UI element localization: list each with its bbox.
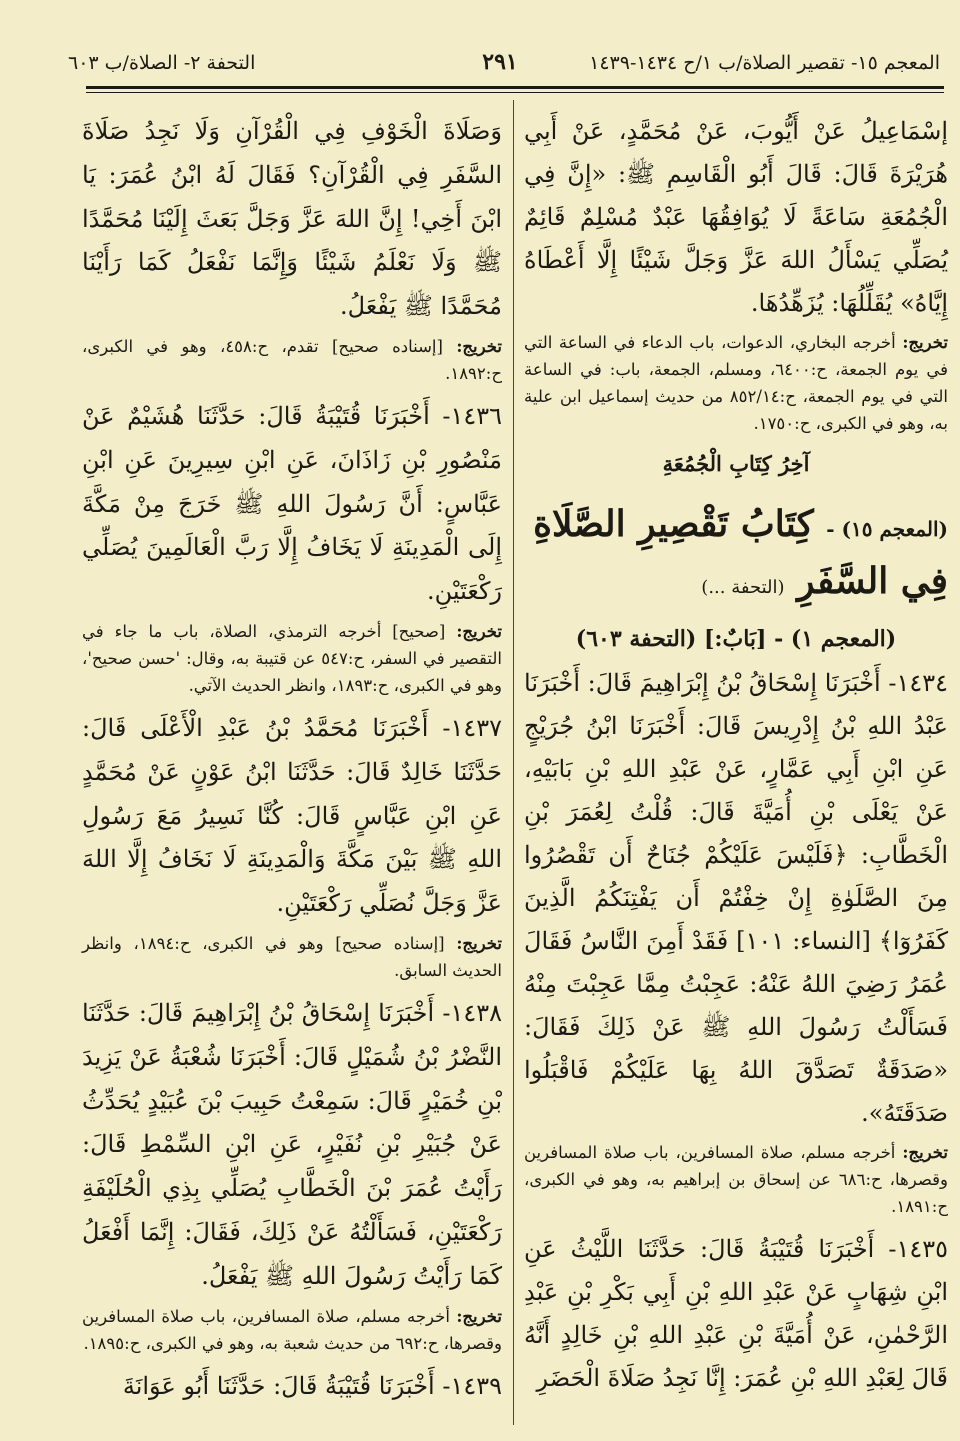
- takhrij-label: تخريج:: [456, 1306, 502, 1326]
- hadith-text: ١٤٣٤- أَخْبَرَنَا إِسْحَاقُ بْنُ إِبْرَاهِيمَ قَالَ: أَخْبَرَنَا عَبْدُ اللهِ بْنُ إِدْرِيسَ قَالَ: أَخْبَرَنَا ابْنُ جُرَيْجٍ عَنِ ابْنِ أَبِي عَمَّارٍ، عَنْ عَبْدِ اللهِ بْنِ بَابَيْهِ، عَنْ يَعْلَى بْنِ أُمَيَّةَ قَالَ: قُلْتُ لِعُمَرَ بْنِ الْخَطَّابِ: ﴿فَلَيْسَ عَلَيْكُمْ جُنَاحٌ أَن تَقْصُرُوا مِنَ الصَّلَوٰةِ إِنْ خِفْتُمْ أَن يَفْتِنَكُمُ الَّذِينَ كَفَرُوٓا﴾ [النساء: ١٠١] فَقَدْ أَمِنَ النَّاسُ فَقَالَ عُمَرُ رَضِيَ اللهُ عَنْهُ: عَجِبْتُ مِمَّا عَجِبْتَ مِنْهُ فَسَأَلْتُ رَسُولَ اللهِ ﷺ عَنْ ذَلِكَ فَقَالَ: «صَدَقَةٌ تَصَدَّقَ اللهُ بِهَا عَلَيْكُمْ فَاقْبَلُوا صَدَقَتَهُ».: [524, 669, 948, 1127]
- book-title-prefix: (المعجم ١٥) -: [826, 517, 948, 541]
- takhrij-text: أخرجه البخاري، الدعوات، باب الدعاء في الساعة التي في يوم الجمعة، ح:٦٤٠٠، ومسلم، الجمعة، باب: في الساعة التي في يوم الجمعة، ح:٨٥٢/١٤ من حديث إسماعيل ابن علية به، وهو في الكبرى، ح:١٧٥٠.: [524, 333, 948, 433]
- hadith-text: إسْمَاعِيلُ عَنْ أَيُّوبَ، عَنْ مُحَمَّدٍ، عَنْ أَبِي هُرَيْرَةَ قَالَ: قَالَ أَبُو الْقَاسِمِ ﷺ: «إِنَّ فِي الْجُمُعَةِ سَاعَةً لَا يُوَافِقُهَا عَبْدٌ مُسْلِمٌ قَائِمٌ يُصَلِّي يَسْأَلُ اللهَ عَزَّ وَجَلَّ شَيْئًا إِلَّا أَعْطَاهُ إِيَّاهُ» يُقَلِّلُهَا: يُزَهِّدُهَا.: [524, 117, 948, 317]
- right-column: [524, 110, 948, 1404]
- takhrij-note: [82, 333, 502, 387]
- takhrij-label: تخريج:: [456, 621, 502, 641]
- takhrij-text: [إسناده صحيح] تقدم، ح:٤٥٨، وهو في الكبرى، ح:١٨٩٢.: [82, 336, 502, 383]
- book-title: [524, 498, 948, 614]
- book-title-suffix: (التحفة ...): [701, 577, 785, 598]
- takhrij-note: [82, 1303, 502, 1357]
- hadith-text: ١٤٣٧- أَخْبَرَنَا مُحَمَّدُ بْنُ عَبْدِ الْأَعْلَى قَالَ: حَدَّثَنَا خَالِدٌ قَالَ: حَدَّثَنَا ابْنُ عَوْنٍ عَنْ مُحَمَّدٍ عَنِ ابْنِ عَبَّاسٍ قَالَ: كُنَّا نَسِيرُ مَعَ رَسُولِ اللهِ ﷺ بَيْنَ مَكَّةَ وَالْمَدِينَةِ لَا نَخَافُ إِلَّا اللهَ عَزَّ وَجَلَّ نُصَلِّي رَكْعَتَيْنِ.: [82, 713, 502, 918]
- running-header-right: المعجم ١٥- تقصير الصلاة/ب ١/ح ١٤٣٤-١٤٣٩: [589, 52, 940, 74]
- hadith-text: ١٤٣٩- أَخْبَرَنَا قُتَيْبَةُ قَالَ: حَدَّثَنَا أَبُو عَوَانَةَ: [122, 1371, 502, 1400]
- hadith-text: وَصَلَاةَ الْخَوْفِ فِي الْقُرْآنِ وَلَا نَجِدُ صَلَاةَ السَّفَرِ فِي الْقُرْآنِ؟ فَقَالَ لَهُ ابْنُ عُمَرَ: يَا ابْنَ أَخِي! إِنَّ اللهَ عَزَّ وَجَلَّ بَعَثَ إِلَيْنَا مُحَمَّدًا ﷺ وَلَا نَعْلَمُ شَيْئًا وَإِنَّمَا نَفْعَلُ كَمَا رَأَيْنَا مُحَمَّدًا ﷺ يَفْعَلُ.: [82, 117, 502, 321]
- takhrij-label: تخريج:: [902, 1143, 949, 1162]
- book-title-text: كِتَابُ تَقْصِيرِ الصَّلَاةِ فِي السَّفَرِ: [533, 503, 948, 602]
- chapter-heading: (المعجم ١) - [بَابٌ:] (التحفة ٦٠٣): [575, 626, 897, 652]
- takhrij-note: [82, 930, 502, 984]
- takhrij-note: [524, 1139, 948, 1220]
- section-end-title: آخِرُ كِتَابِ الْجُمُعَةِ: [662, 451, 810, 476]
- takhrij-label: تخريج:: [456, 336, 502, 356]
- header-rule-thick: [86, 86, 944, 89]
- hadith-text: ١٤٣٦- أَخْبَرَنَا قُتَيْبَةُ قَالَ: حَدَّثَنَا هُشَيْمٌ عَنْ مَنْصُورِ بْنِ زَاذَانَ، عَنِ ابْنِ سِيرِينَ عَنِ ابْنِ عَبَّاسٍ: أَنَّ رَسُولَ اللهِ ﷺ خَرَجَ مِنْ مَكَّةَ إِلَى الْمَدِينَةِ لَا يَخَافُ إِلَّا رَبَّ الْعَالَمِينَ يُصَلِّي رَكْعَتَيْنِ.: [82, 401, 502, 606]
- takhrij-note: [82, 618, 502, 699]
- hadith-text: ١٤٣٨- أَخْبَرَنَا إِسْحَاقُ بْنُ إِبْرَاهِيمَ قَالَ: حَدَّثَنَا النَّضْرُ بْنُ شُمَيْلٍ قَالَ: أَخْبَرَنَا شُعْبَةُ عَنْ يَزِيدَ بْنِ خُمَيْرٍ قَالَ: سَمِعْتُ حَبِيبَ بْنَ عُبَيْدٍ يُحَدِّثُ عَنْ جُبَيْرِ بْنِ نُفَيْرٍ، عَنِ ابْنِ السِّمْطِ قَالَ: رَأَيْتُ عُمَرَ بْنَ الْخَطَّابِ يُصَلِّي بِذِي الْحُلَيْفَةِ رَكْعَتَيْنِ، فَسَأَلْتُهُ عَنْ ذَلِكَ، فَقَالَ: إِنَّمَا أَفْعَلُ كَمَا رَأَيْتُ رَسُولَ اللهِ ﷺ يَفْعَلُ.: [82, 998, 502, 1290]
- takhrij-text: [صحيح] أخرجه الترمذي، الصلاة، باب ما جاء في التقصير في السفر، ح:٥٤٧ عن قتيبة به، وقال: 'حسن صحيح'، وهو في الكبرى، ح:١٨٩٣، وانظر الحديث الآتي.: [82, 621, 502, 695]
- running-header-left: التحفة ٢- الصلاة/ب ٦٠٣: [68, 52, 256, 74]
- header-rule-thin: [86, 92, 944, 93]
- takhrij-text: [إسناده صحيح] وهو في الكبرى، ح:١٨٩٤، وانظر الحديث السابق.: [82, 933, 502, 980]
- column-divider: [513, 100, 514, 1425]
- takhrij-text: أخرجه مسلم، صلاة المسافرين، باب صلاة المسافرين وقصرها، ح:٦٩٢ من حديث شعبة به، وهو في الكبرى، ح:١٨٩٥.: [82, 1306, 502, 1353]
- takhrij-label: تخريج:: [902, 333, 948, 352]
- page-number: ٢٩١: [482, 49, 518, 75]
- takhrij-label: تخريج:: [456, 933, 503, 953]
- takhrij-note: [524, 329, 948, 437]
- takhrij-text: أخرجه مسلم، صلاة المسافرين، باب صلاة المسافرين وقصرها، ح:٦٨٦ عن إسحاق بن إبراهيم به، وهو في الكبرى، ح:١٨٩١.: [524, 1143, 948, 1216]
- hadith-text: ١٤٣٥- أَخْبَرَنَا قُتَيْبَةُ قَالَ: حَدَّثَنَا اللَّيْثُ عَنِ ابْنِ شِهَابٍ عَنْ عَبْدِ اللهِ بْنِ أَبِي بَكْرِ بْنِ عَبْدِ الرَّحْمٰنِ، عَنْ أُمَيَّةَ بْنِ عَبْدِ اللهِ بْنِ خَالِدٍ أَنَّهُ قَالَ لِعَبْدِ اللهِ بْنِ عُمَرَ: إِنَّا نَجِدُ صَلَاةَ الْحَضَرِ: [524, 1235, 948, 1392]
- left-column: [82, 110, 502, 1412]
